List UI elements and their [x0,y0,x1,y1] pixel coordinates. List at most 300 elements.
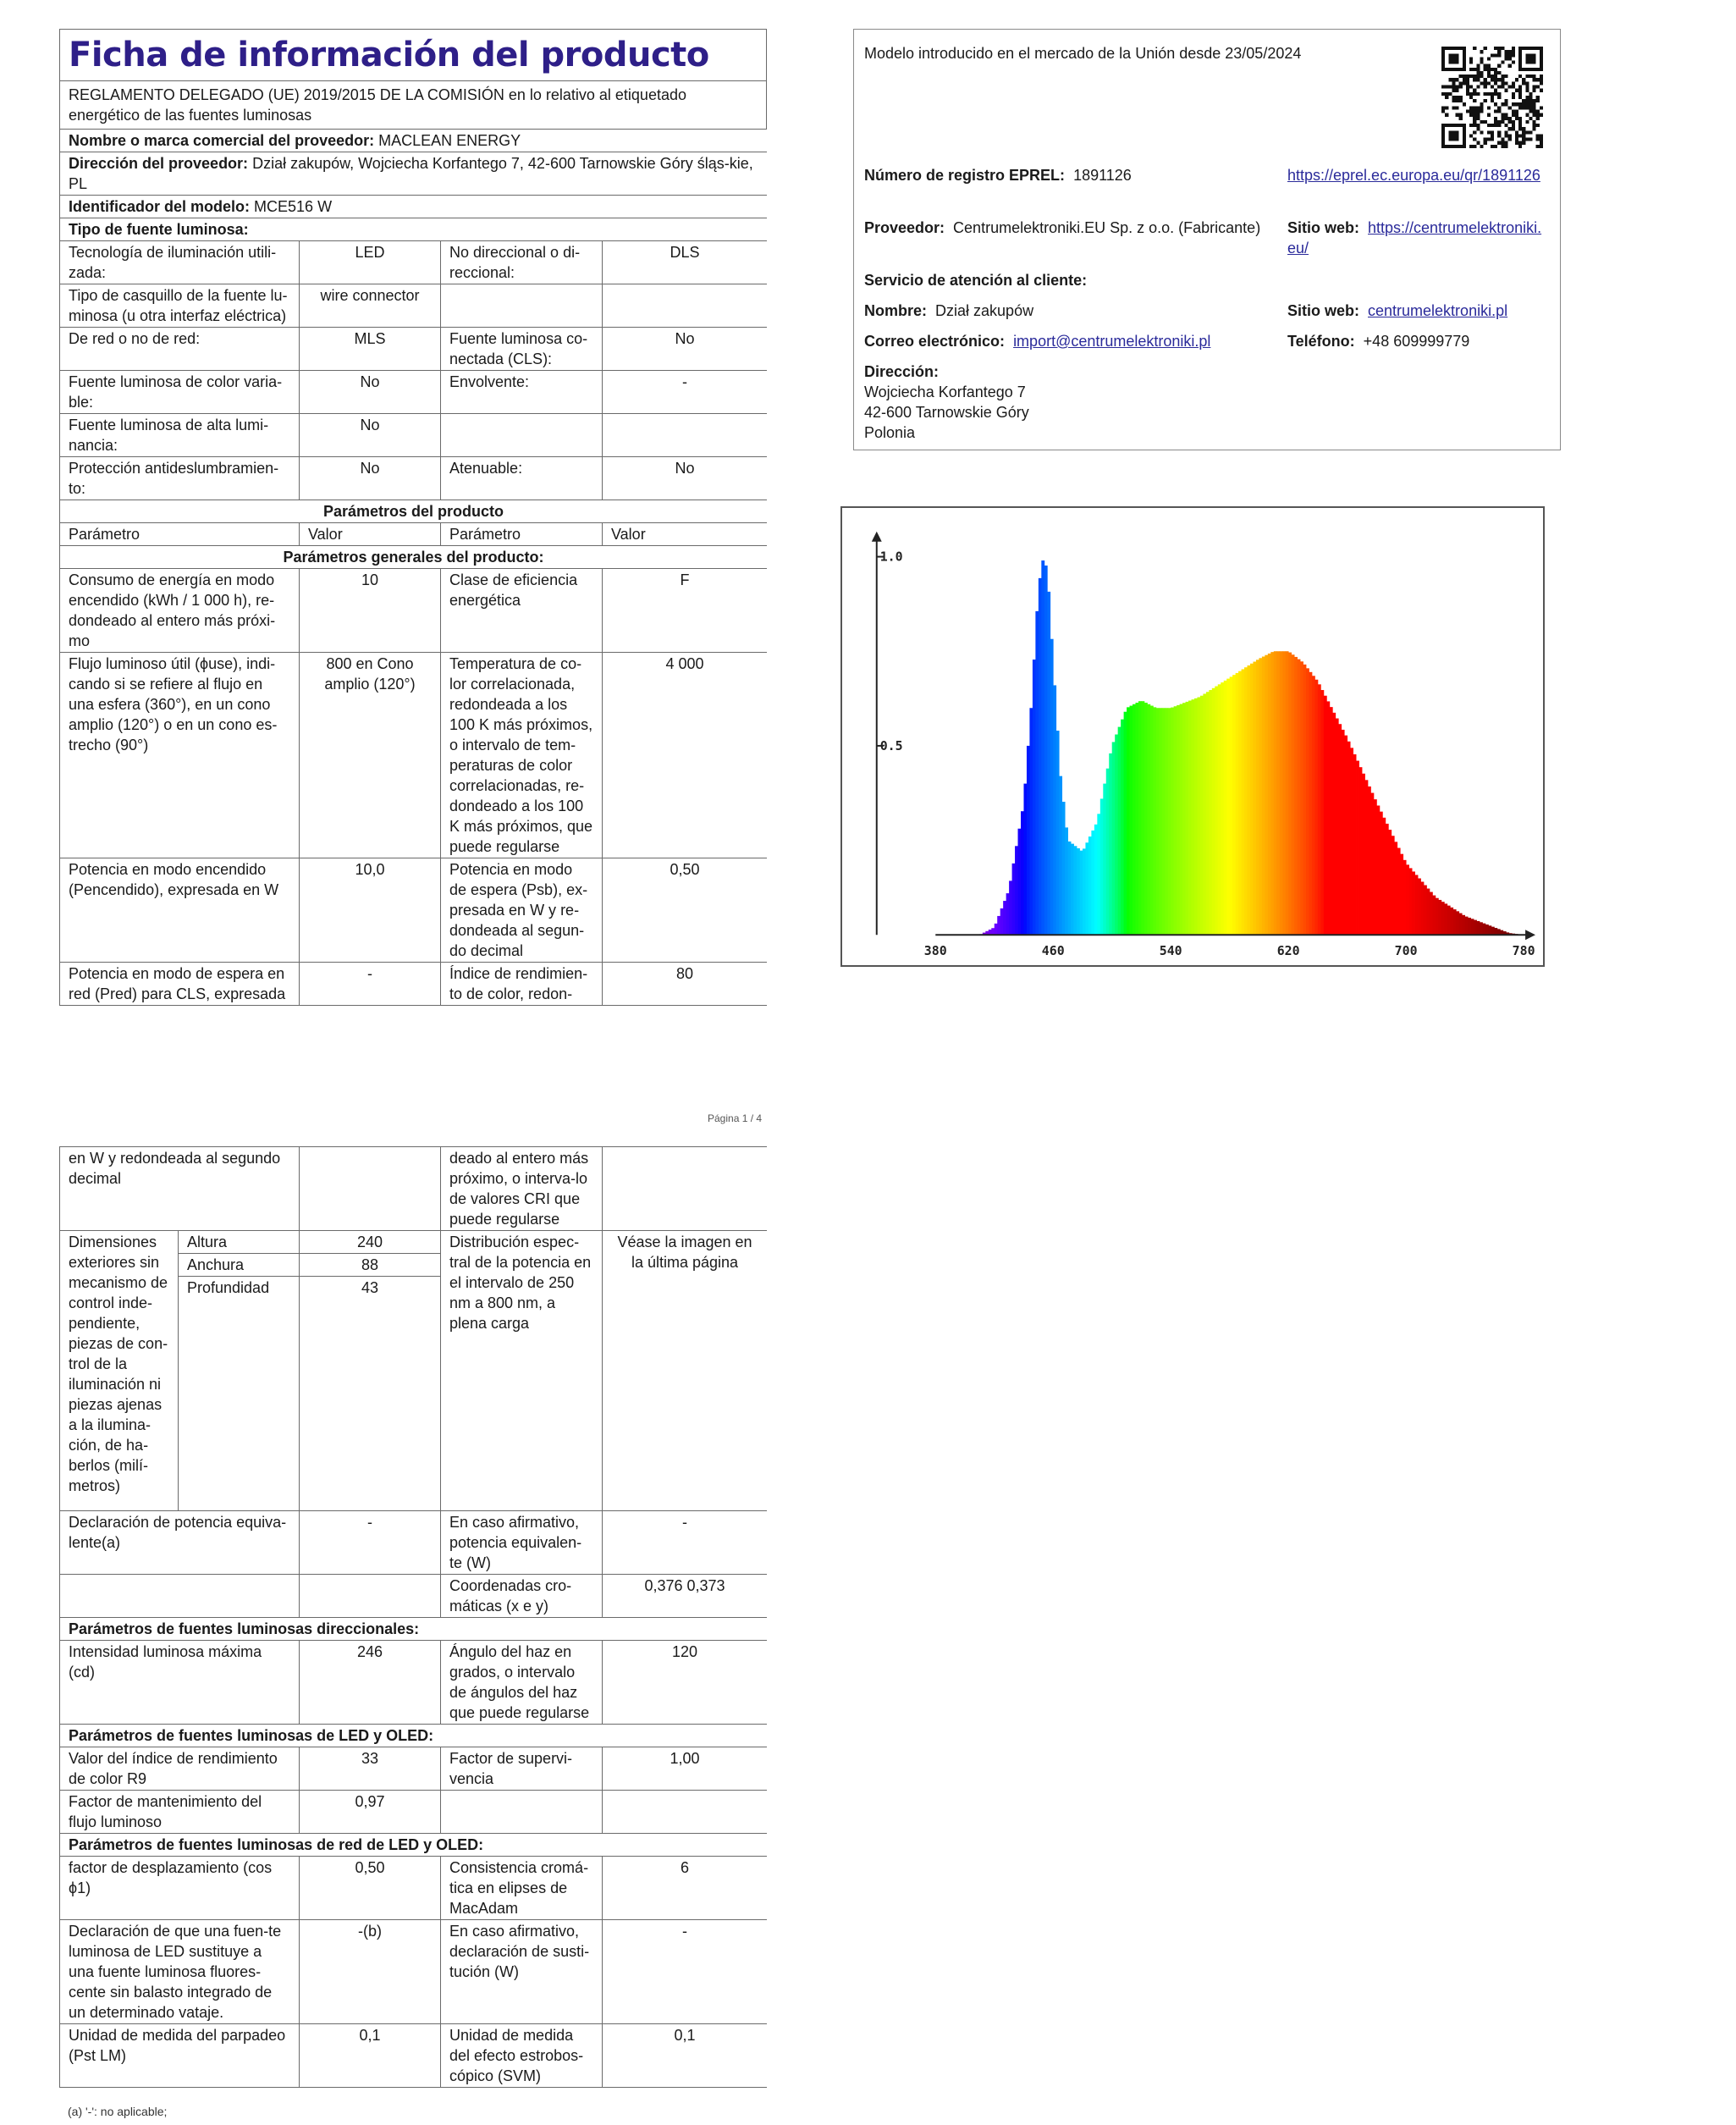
spectrum-bar [1097,814,1100,935]
param-value-2: - [603,1920,768,2024]
spectrum-bar [1221,682,1224,935]
spectrum-bar [1177,705,1180,935]
spectrum-bar [1426,889,1430,936]
spectrum-bar [1230,676,1233,935]
spectrum-bar [1074,846,1077,935]
model-label: Identificador del modelo: [69,198,251,215]
supplier-row [864,218,1279,238]
spectrum-bar [1003,901,1006,935]
service-name-row [864,301,1033,321]
page-number: Página 1 / 4 [708,1112,763,1124]
param-value: - [300,1511,441,1575]
x-axis-arrow [1525,930,1535,940]
x-tick-label: 540 [1159,943,1182,959]
supplier-name-label: Nombre o marca comercial del proveedor: [69,132,375,149]
spectrum-bar [1250,664,1254,936]
x-tick-label: 780 [1512,943,1535,959]
dimensions-row-height [60,1231,768,1254]
param-value: MLS [300,328,441,371]
spectrum-bar [1412,871,1415,935]
col-header-param-2: Parámetro [441,523,603,546]
spectrum-bar [1083,848,1086,935]
table-row [60,1511,768,1575]
spectrum-bar [1023,784,1027,936]
param-value: 0,1 [300,2024,441,2088]
x-tick-label: 380 [923,943,947,959]
spectrum-bar [1035,611,1039,935]
param-label: De red o no de red: [60,328,300,371]
table-row [60,963,768,1006]
param-value-2: 4 000 [603,653,768,858]
col-header-value-1: Valor [300,523,441,546]
spectrum-bar [1436,898,1439,936]
spectrum-bar [1406,864,1409,935]
table-row [60,858,768,963]
spectrum-bar [1300,661,1303,935]
spectrum-bar [1288,653,1292,936]
email-label: Correo electrónico: [864,333,1006,350]
equiv-rows [60,1511,768,1618]
param-value: wire connector [300,284,441,328]
param-label-2: Clase de eficiencia energética [441,569,603,653]
param-value-2: 0,1 [603,2024,768,2088]
product-sheet-page-1 [59,29,767,1104]
mains-led-rows [60,1857,768,2088]
spectrum-bar [1033,660,1036,935]
spectrum-bar [1359,767,1363,935]
qr-code-icon[interactable] [1441,47,1543,148]
param-label: Fuente luminosa de alta lumi-nancia: [60,414,300,457]
spectrum-bar [1256,660,1259,935]
model-identifier: MCE516 W [254,198,333,215]
spectrum-bar [1186,702,1189,935]
param-value-2 [603,1791,768,1834]
supplier-value: Centrumelektroniki.EU Sp. z o.o. (Fabricante) [953,219,1261,236]
spectrum-bar [1171,708,1174,936]
param-label-2: No direccional o di-reccional: [441,241,603,284]
email-row [864,331,1210,351]
param-value-2: 0,50 [603,858,768,963]
reg-number: 1891126 [1073,167,1132,184]
spectrum-bar [1012,864,1016,935]
spectrum-bar [1077,848,1080,935]
spectrum-bar [1415,875,1419,935]
spectrum-bar [1392,836,1395,935]
param-value-2 [603,284,768,328]
param-value: 246 [300,1641,441,1725]
param-value-2: 6 [603,1857,768,1920]
param-label: Declaración de potencia equiva-lente(a) [60,1511,300,1575]
spectrum-bar [1174,706,1177,935]
param-label: Consumo de energía en modo encendido (kWh / 1 000 h), re-dondeado al entero más próxi-mo [60,569,300,653]
spectrum-bar [1079,851,1083,936]
table-row [60,371,768,414]
param-label-2: Temperatura de co-lor correlacionada, redondeada a los 100 K más próximos, o intervalo de tem-peraturas de color correlacionadas, re-dondeado a los 100 K más próximos, que puede regularse [441,653,603,858]
spectral-distribution-value: Véase la imagen en la última página [603,1231,768,1511]
spectrum-bar [1332,713,1336,935]
spectrum-bar [1397,848,1401,936]
spectrum-bar [1320,690,1324,935]
spectrum-bar [1494,928,1497,935]
param-value: 0,50 [300,1857,441,1920]
spectrum-bar [1144,703,1148,935]
table-row [60,1575,768,1618]
spectrum-bar [1336,719,1339,936]
spectrum-bar [1265,655,1268,936]
table-row [60,1641,768,1725]
product-params-header: Parámetros del producto [60,500,768,523]
spectrum-bar [1444,903,1447,935]
spectrum-bar [1085,842,1088,935]
spectrum-bar [1006,893,1010,935]
spectrum-bar [1418,878,1421,935]
param-value-2: 1,00 [603,1747,768,1791]
param-label-2: Atenuable: [441,457,603,500]
spectrum-bar [1015,846,1018,935]
width-value: 88 [300,1254,441,1277]
service-name-label: Nombre: [864,302,928,319]
param-label-2: deado al entero más próximo, o interva-lo de valores CRI que puede regularse [441,1147,603,1231]
spectrum-bar [1380,812,1383,936]
spectrum-bar [1159,708,1162,935]
spectrum-bar [1106,769,1110,936]
address-line-2: 42-600 Tarnowskie Góry [864,404,1029,421]
spectrum-bar [1253,662,1256,936]
spectrum-bar [1409,868,1413,935]
spectrum-bar [1477,921,1480,935]
param-label-2: Índice de rendimien-to de color, redon- [441,963,603,1006]
supplier-website-label: Sitio web: [1287,219,1359,236]
spectrum-bar [1242,669,1245,935]
spectrum-bar [1244,667,1248,935]
supplier-address: Dział zakupów, Wojciecha Korfantego 7, 42-600 Tarnowskie Góry śląs-kie, PL [69,155,753,192]
spectrum-bar [1224,681,1227,935]
spectrum-bar [1056,731,1060,935]
spectrum-bar [1292,654,1295,935]
spectrum-bar [1480,922,1483,935]
column-headers-row [60,523,768,546]
spectrum-bar [1018,829,1022,936]
model-row [60,196,768,218]
sheet-title-box [59,29,767,80]
product-info-table-continued [59,1146,767,2088]
spectrum-bar [1370,793,1374,936]
param-label-2: En caso afirmativo, potencia equivalen-te (W) [441,1511,603,1575]
param-value-2: 120 [603,1641,768,1725]
spectrum-bar [1338,724,1342,935]
spectrum-bar [1462,915,1465,935]
spectrum-bar [1318,684,1321,935]
param-value: -(b) [300,1920,441,2024]
spectrum-bar [1103,784,1106,936]
param-label: Flujo luminoso útil (ϕuse), indi-cando si se refiere al flujo en una esfera (360°), en un cono amplio (120°) o en un cono es-trecho (90°) [60,653,300,858]
table-row [60,241,768,284]
spectrum-bar [995,924,998,935]
phone-value: +48 609999779 [1363,333,1470,350]
spectrum-bar [1121,720,1124,936]
table-row [60,653,768,858]
spectrum-bar [1382,818,1386,935]
light-source-type-header: Tipo de fuente luminosa: [60,218,768,241]
spectrum-bar [1068,842,1072,935]
table-row [60,1920,768,2024]
spectrum-bar [1027,746,1030,935]
spectrum-bar [1226,679,1230,936]
spectrum-bar [1041,560,1044,935]
spectrum-bar [1262,657,1265,936]
address-line-1: Wojciecha Korfantego 7 [864,384,1026,400]
address-label: Dirección: [864,363,940,380]
spectrum-bar [1194,698,1198,935]
supplier-website-link[interactable]: https://centrumelektroniki.eu/ [1287,219,1542,257]
param-value-2: No [603,328,768,371]
spectrum-bar [1362,774,1365,936]
spectrum-bar [1009,880,1012,935]
param-label: Intensidad luminosa máxima (cd) [60,1641,300,1725]
param-label-2 [441,414,603,457]
depth-label: Profundidad [179,1277,300,1300]
param-label: Tipo de casquillo de la fuente lu-minosa (u otra interfaz eléctrica) [60,284,300,328]
spectrum-bar [1044,566,1048,935]
param-value-2: DLS [603,241,768,284]
spectrum-bar [1053,685,1056,935]
led-rows [60,1747,768,1834]
spectrum-bar [1000,908,1004,935]
param-label: Factor de mantenimiento del flujo luminoso [60,1791,300,1834]
spectrum-bar [1471,919,1474,935]
spectrum-bar [1485,925,1489,935]
param-value: No [300,414,441,457]
regulation-text: en lo relativo al etiquetado energético de las fuentes luminosas [69,86,686,124]
spectrum-bar [1270,652,1274,935]
param-value: 10,0 [300,858,441,963]
directional-header: Parámetros de fuentes luminosas direccionales: [60,1618,768,1641]
spectrum-bar [1147,704,1150,935]
service-name: Dział zakupów [935,302,1034,319]
supplier-address-row [60,152,768,196]
spectrum-bar [1029,708,1033,935]
param-label-2: Envolvente: [441,371,603,414]
spectrum-bar [1118,727,1122,936]
spectrum-bar [1065,827,1068,935]
spectrum-bar [1303,665,1307,935]
spectrum-bar [1197,698,1200,936]
spectrum-bar [1282,651,1286,935]
service-label: Servicio de atención al cliente: [864,272,1088,289]
spectrum-bar [1456,911,1459,935]
spectrum-bar [1447,906,1451,936]
spectrum-bar [1330,707,1333,935]
sheet-title: Ficha de información del producto [69,36,709,75]
param-value: No [300,457,441,500]
col-header-param-1: Parámetro [60,523,300,546]
param-label-2 [441,1791,603,1834]
spectrum-bar [991,928,995,935]
spectrum-bar [1421,882,1425,936]
spectrum-bar [1286,651,1289,935]
spectrum-bar [1280,651,1283,935]
spectrum-bar [1138,701,1142,935]
spectrum-bar [1276,651,1280,935]
spectral-distribution-label: Distribución espec-tral de la potencia en el intervalo de 250 nm a 800 nm, a plena carga [441,1231,603,1511]
param-label: factor de desplazamiento (cos ϕ1) [60,1857,300,1920]
footnote: (a) '-': no aplicable; [68,2105,168,2118]
spectrum-bar [1374,799,1377,935]
spectrum-bar [1403,860,1407,935]
spectrum-bar [1353,754,1357,935]
col-header-value-2: Valor [603,523,768,546]
width-label: Anchura [179,1254,300,1277]
spectrum-bar [1188,701,1192,936]
spectrum-bar [1268,654,1271,935]
param-value-2: - [603,1511,768,1575]
spectrum-bar [1344,736,1347,936]
param-value-2 [603,1147,768,1231]
spectrum-bar [1047,592,1050,935]
spectrum-bar [1474,920,1477,936]
spectrum-bar [1400,854,1403,936]
spectrum-bar [1165,708,1168,935]
spectrum-bar [1450,908,1453,935]
x-tick-label: 460 [1041,943,1065,959]
dimensions-filler [179,1299,300,1511]
depth-value: 43 [300,1277,441,1300]
spectrum-bar [1130,706,1133,936]
table-row [60,1747,768,1791]
spectrum-bar [1424,886,1427,936]
spectrum-bar [1306,668,1309,935]
address-block [864,362,1029,443]
service-website-row [1287,301,1507,321]
email-link[interactable]: import@centrumelektroniki.pl [1013,333,1211,350]
spectrum-bar [1162,708,1166,935]
param-label-2: Potencia en modo de espera (Psb), ex-presada en W y re-dondeada al segun-do decimal [441,858,603,963]
table-row [60,457,768,500]
continued-rows [60,1147,768,1231]
led-header: Parámetros de fuentes luminosas de LED y OLED: [60,1725,768,1747]
table-row [60,1857,768,1920]
spectrum-bar [1153,707,1156,935]
spectrum-bar [1238,671,1242,936]
eprel-reg-row [864,165,1132,185]
service-website-label: Sitio web: [1287,302,1359,319]
spectrum-bar [1326,701,1330,935]
service-website-link[interactable]: centrumelektroniki.pl [1368,302,1508,319]
spectrum-bar [1386,824,1389,935]
spectrum-bar [1468,918,1471,935]
param-label: en W y redondeada al segundo decimal [60,1147,300,1231]
spectrum-bar [1259,658,1262,935]
spectrum-bar [1314,680,1318,936]
spectrum-bar [1388,830,1392,935]
directional-rows [60,1641,768,1725]
spectrum-bar [1430,892,1433,936]
mains-led-header: Parámetros de fuentes luminosas de red de LED y OLED: [60,1834,768,1857]
param-label: Valor del índice de rendimiento de color R9 [60,1747,300,1791]
address-line-3: Polonia [864,424,916,441]
spectrum-bar [1156,708,1160,935]
spectrum-bar [1091,831,1094,935]
spectrum-bar [1342,730,1345,935]
y-tick-label: 1.0 [879,549,903,565]
spectrum-bar [1482,924,1485,936]
spectrum-bar [1376,805,1380,935]
spectrum-bar [1232,675,1236,935]
spectrum-bar [1324,696,1327,936]
phone-label: Teléfono: [1287,333,1355,350]
spectrum-bar [1127,707,1130,935]
spectrum-bar [1312,676,1315,935]
x-tick-label: 620 [1276,943,1300,959]
spectrum-bar [1109,753,1112,935]
spectrum-bar [1182,703,1186,935]
spectrum-bar [1453,909,1457,935]
spectrum-bar [1350,748,1353,935]
table-row [60,1791,768,1834]
spectrum-bar [1491,927,1495,936]
spectrum-bar [1180,704,1183,936]
spectrum-bar [1441,902,1445,935]
product-sheet-page-2 [59,1146,767,2111]
spectrum-bar [1488,925,1491,935]
dimensions-filler-value [300,1299,441,1511]
param-label: Declaración de que una fuen-te luminosa de LED sustituye a una fuente luminosa fluores-cente sin balasto integrado de un determinado vataje. [60,1920,300,2024]
param-label: Potencia en modo de espera en red (Pred) para CLS, expresada [60,963,300,1006]
param-label-2 [441,284,603,328]
spectrum-bar [1039,578,1042,935]
spectrum-bar [1432,896,1436,936]
spectrum-bar [1133,704,1136,935]
eprel-link[interactable]: https://eprel.ec.europa.eu/qr/1891126 [1287,167,1540,184]
param-value-2: - [603,371,768,414]
eprel-info-box [853,29,1561,450]
spectrum-bar [1497,929,1501,935]
supplier-address-label: Dirección del proveedor: [69,155,249,172]
spectrum-bar [1059,776,1062,936]
param-label-2: Unidad de medida del efecto estrobos-cópico (SVM) [441,2024,603,2088]
spectrum-bar [1150,706,1154,936]
spectral-power-chart [840,506,1545,967]
param-value-2: No [603,457,768,500]
table-row [60,328,768,371]
x-tick-label: 700 [1394,943,1418,959]
spectrum-bar [1347,742,1351,935]
param-label: Unidad de medida del parpadeo (Pst LM) [60,2024,300,2088]
param-value: LED [300,241,441,284]
spectrum-bar [1465,917,1469,936]
table-row [60,284,768,328]
spectrum-bar [1215,687,1218,936]
spectrum-bar [1209,690,1212,935]
param-value-2: 0,376 0,373 [603,1575,768,1618]
spectrum-bar [1192,699,1195,935]
spectrum-bar [1124,712,1127,936]
spectrum-bar [1050,639,1054,936]
spectrum-bar [1203,693,1206,935]
param-label [60,1575,300,1618]
table-row [60,2024,768,2088]
param-value: No [300,371,441,414]
general-rows [60,569,768,1006]
table-row [60,569,768,653]
spectrum-bar [1206,692,1210,935]
supplier-website-row [1287,218,1550,258]
spectrum-bar [1021,811,1024,935]
spectrum-bar [1294,657,1298,935]
param-value: 0,97 [300,1791,441,1834]
spectrum-bar [1062,802,1066,935]
spectrum-bar [1438,900,1441,935]
